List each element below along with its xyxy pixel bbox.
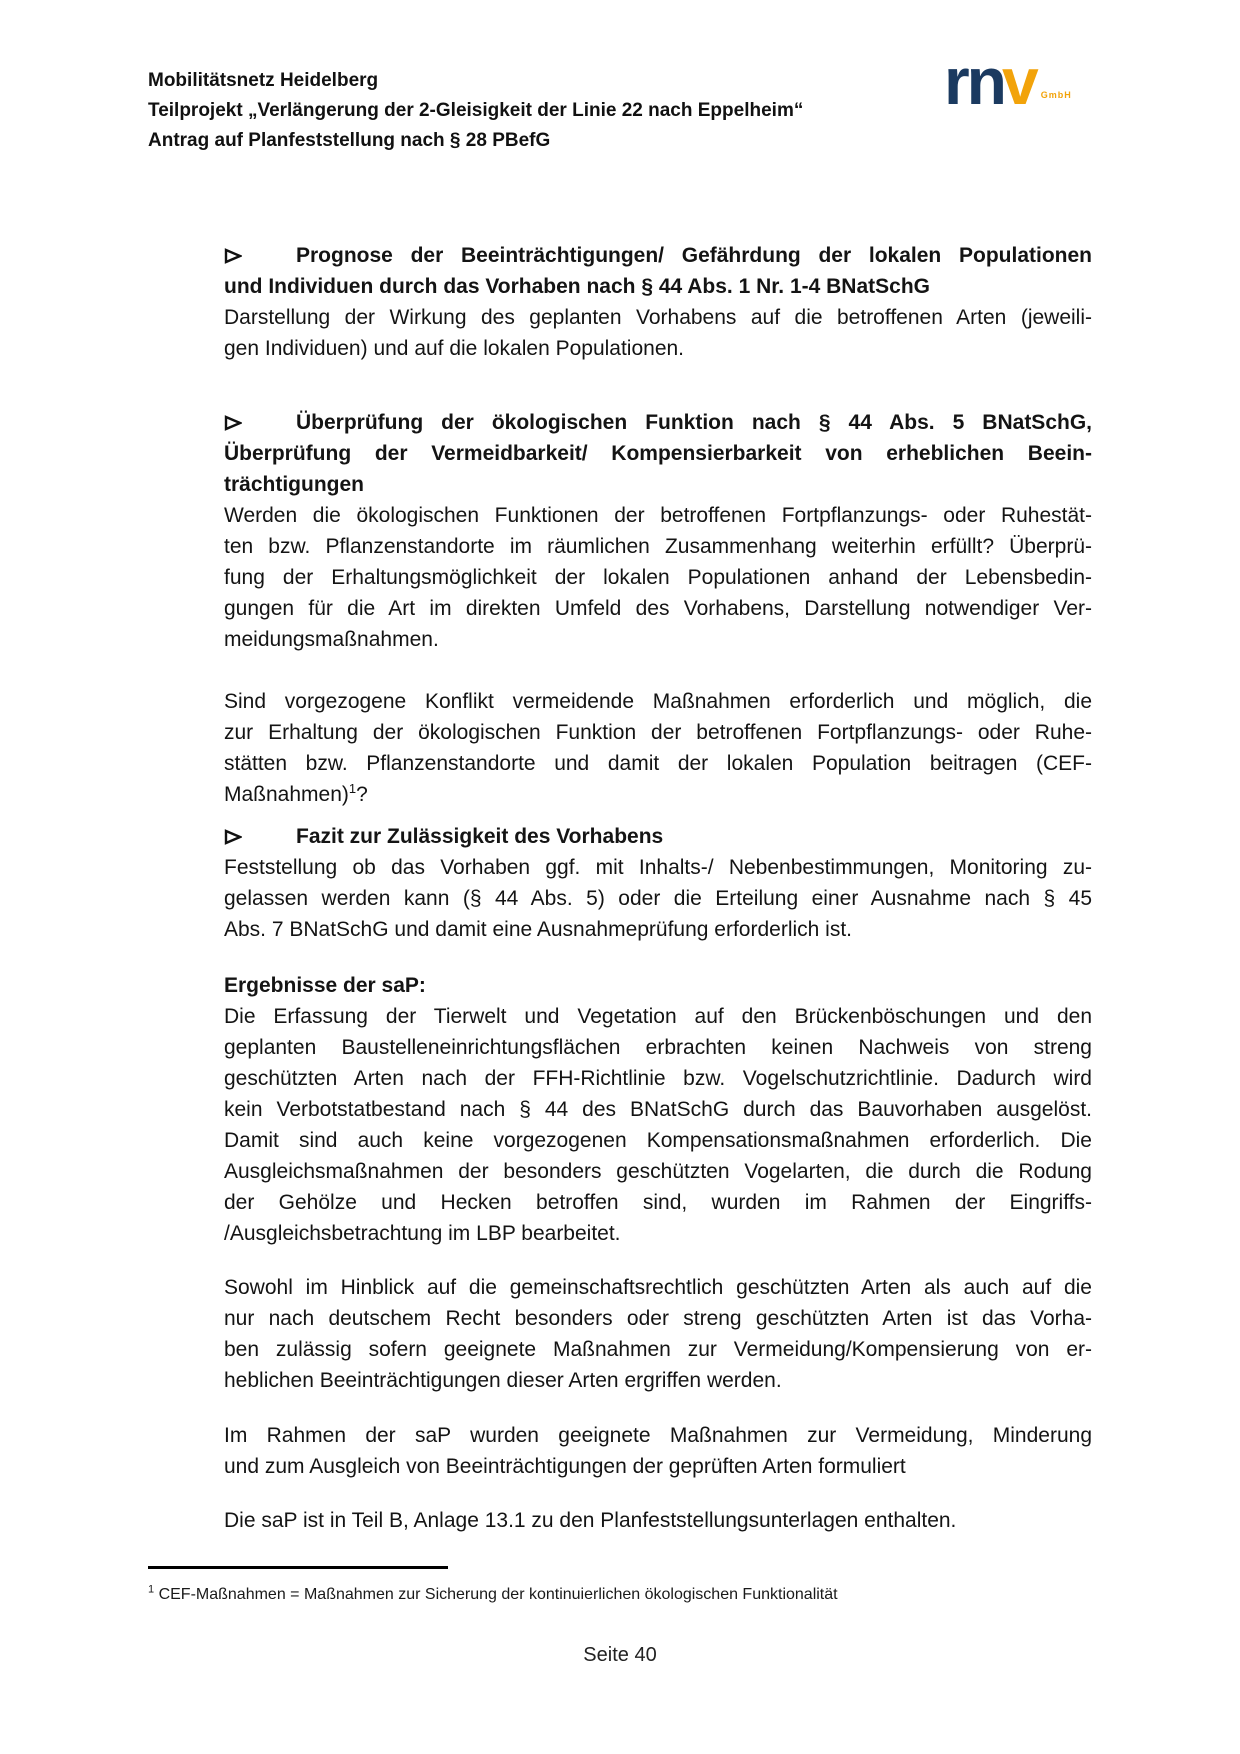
text-line: Die Erfassung der Tierwelt und Vegetation auf den Brückenböschungen und den [224, 1005, 1092, 1028]
logo-text-rn: rn [944, 44, 1004, 118]
document-header [148, 66, 803, 156]
logo-text-v: v [1002, 44, 1039, 118]
text-line: Darstellung der Wirkung des geplanten Vorhabens auf die betroffenen Arten (jeweili- [224, 306, 1092, 329]
text-line: kein Verbotstatbestand nach § 44 des BNatSchG durch das Bauvorhaben ausgelöst. [224, 1098, 1092, 1121]
footnote [148, 1584, 838, 1606]
text-line [224, 821, 1092, 852]
list-arrow-icon [224, 415, 242, 431]
section-1-body [224, 302, 1092, 364]
text-line: trächtigungen [224, 473, 364, 496]
header-project-title: Mobilitätsnetz Heidelberg [148, 70, 379, 91]
text-line: Feststellung ob das Vorhaben ggf. mit Inhalts-/ Nebenbestimmungen, Monitoring zu- [224, 856, 1092, 879]
section-2-paragraph [224, 686, 1092, 810]
header-application-line: Antrag auf Planfeststellung nach § 28 PBefG [148, 130, 551, 151]
text-line: Die saP ist in Teil B, Anlage 13.1 zu den Planfeststellungsunterlagen enthalten. [224, 1509, 957, 1532]
logo-suffix-text: GmbH [1040, 90, 1072, 100]
text-fragment: Maßnahmen) [224, 783, 349, 806]
text-line: Sowohl im Hinblick auf die gemeinschaftsrechtlich geschützten Arten als auch auf die [224, 1276, 1092, 1299]
text-line: gungen für die Art im direkten Umfeld des Vorhabens, Darstellung notwendiger Ver- [224, 597, 1092, 620]
heading-text: Überprüfung der ökologischen Funktion nach § 44 Abs. 5 BNatSchG, [296, 411, 1092, 434]
text-line: Werden die ökologischen Funktionen der betroffenen Fortpflanzungs- oder Ruhestät- [224, 504, 1092, 527]
text-line: gen Individuen) und auf die lokalen Populationen. [224, 337, 685, 360]
results-heading [224, 970, 1092, 1001]
list-arrow-icon [224, 248, 242, 264]
text-line: /Ausgleichsbetrachtung im LBP bearbeitet. [224, 1222, 621, 1245]
heading-text: Prognose der Beeinträchtigungen/ Gefährdung der lokalen Populationen [296, 244, 1092, 267]
text-line: zur Erhaltung der ökologischen Funktion der betroffenen Fortpflanzungs- oder Ruhe- [224, 721, 1092, 744]
section-2-heading [224, 407, 1092, 500]
text-line [224, 240, 1092, 271]
footnote-reference: 1 [348, 781, 357, 796]
section-3-body [224, 852, 1092, 945]
text-fragment: ? [356, 783, 368, 806]
text-line: nur nach deutschem Recht besonders oder streng geschützten Arten ist das Vorha- [224, 1307, 1092, 1330]
results-body [224, 1001, 1092, 1249]
results-paragraph-4 [224, 1505, 1092, 1536]
text-line [224, 779, 1092, 810]
text-line: gelassen werden kann (§ 44 Abs. 5) oder die Erteilung einer Ausnahme nach § 45 [224, 887, 1092, 910]
results-paragraph-3 [224, 1420, 1092, 1482]
text-line: ben zulässig sofern geeignete Maßnahmen zur Vermeidung/Kompensierung von er- [224, 1338, 1092, 1361]
text-line: der Gehölze und Hecken betroffen sind, wurden im Rahmen der Eingriffs- [224, 1191, 1092, 1214]
section-1-heading [224, 240, 1092, 302]
text-line: und Individuen durch das Vorhaben nach § 44 Abs. 1 Nr. 1-4 BNatSchG [224, 275, 930, 298]
section-2-body [224, 500, 1092, 655]
footnote-text: CEF-Maßnahmen = Maßnahmen zur Sicherung der kontinuierlichen ökologischen Funktionalität [158, 1586, 838, 1603]
text-line: Ausgleichsmaßnahmen der besonders geschützten Vogelarten, die durch die Rodung [224, 1160, 1092, 1183]
heading-text: Ergebnisse der saP: [224, 974, 426, 997]
header-subproject-title: Teilprojekt „Verlängerung der 2-Gleisigkeit der Linie 22 nach Eppelheim“ [148, 100, 804, 121]
text-line: fung der Erhaltungsmöglichkeit der lokalen Populationen anhand der Lebensbedin- [224, 566, 1092, 589]
text-line [224, 407, 1092, 438]
text-line: geplanten Baustelleneinrichtungsflächen erbrachten keinen Nachweis von streng [224, 1036, 1092, 1059]
footnote-marker: 1 [148, 1583, 155, 1596]
text-line: Im Rahmen der saP wurden geeignete Maßnahmen zur Vermeidung, Minderung [224, 1424, 1092, 1447]
results-paragraph-2 [224, 1272, 1092, 1396]
text-line: geschützten Arten nach der FFH-Richtlinie bzw. Vogelschutzrichtlinie. Dadurch wird [224, 1067, 1092, 1090]
text-line: stätten bzw. Pflanzenstandorte und damit der lokalen Population beitragen (CEF- [224, 752, 1092, 775]
rnv-logo [944, 44, 1072, 118]
section-3-heading [224, 821, 1092, 852]
text-line: Damit sind auch keine vorgezogenen Kompensationsmaßnahmen erforderlich. Die [224, 1129, 1092, 1152]
text-line: Abs. 7 BNatSchG und damit eine Ausnahmeprüfung erforderlich ist. [224, 918, 853, 941]
text-line: ten bzw. Pflanzenstandorte im räumlichen Zusammenhang weiterhin erfüllt? Überprü- [224, 535, 1092, 558]
text-line: Überprüfung der Vermeidbarkeit/ Kompensierbarkeit von erheblichen Beein- [224, 442, 1092, 465]
text-line: heblichen Beeinträchtigungen dieser Arten ergriffen werden. [224, 1369, 782, 1392]
heading-text: Fazit zur Zulässigkeit des Vorhabens [296, 825, 664, 848]
text-line: Sind vorgezogene Konflikt vermeidende Maßnahmen erforderlich und möglich, die [224, 690, 1092, 713]
list-arrow-icon [224, 829, 242, 845]
document-body [224, 240, 1092, 1536]
footnote-separator [148, 1566, 448, 1569]
text-line: und zum Ausgleich von Beeinträchtigungen der geprüften Arten formuliert [224, 1455, 906, 1478]
page-number: Seite 40 [583, 1644, 657, 1666]
text-line: meidungsmaßnahmen. [224, 628, 439, 651]
